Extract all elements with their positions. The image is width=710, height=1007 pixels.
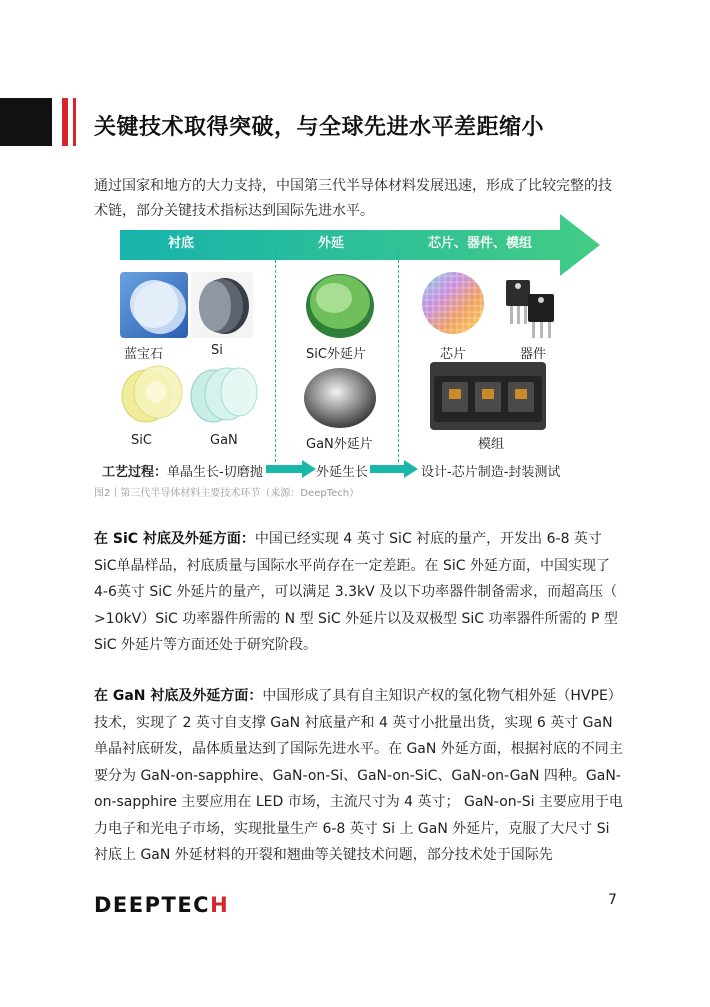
paragraph-gan-text: 中国形成了具有自主知识产权的氢化物气相外延（HVPE）技术，实现了 2 英寸自支撑 GaN 衬底量产和 4 英寸小批量出货，实现 6 英寸 GaN 单晶衬底研发，晶体质量达到了国际先进水平。在 GaN 外延方面，根据衬底的不同主要分为 GaN-on-sapphire、GaN-on-Si、GaN-on-SiC、GaN-on-GaN 四种。GaN-on-sapphire 主要应用在 LED 市场，主流尺寸为 4 英寸； GaN-on-Si 主要应用于电力电子和光电子市场，实现批量生产 6-8 英寸 Si 上 GaN 外延片，克服了大尺寸 Si 衬底上 GaN 外延材料的开裂和翘曲等关键技术问题，部分技术处于国际先 xyxy=(94,688,623,863)
stage-substrate: 衬底 xyxy=(168,236,195,251)
module-image xyxy=(430,362,546,430)
paragraph-sic-lead: 在 SiC 衬底及外延方面： xyxy=(94,531,255,547)
sapphire-wafer-image xyxy=(120,272,188,338)
caption-module: 模组 xyxy=(478,437,505,452)
caption-si: Si xyxy=(211,343,223,358)
device-transistor-image xyxy=(492,276,562,342)
header-red-bar xyxy=(62,98,68,146)
header-black-block xyxy=(0,98,52,146)
divider-substrate-epitaxy xyxy=(275,250,276,462)
caption-sapphire: 蓝宝石 xyxy=(124,347,164,362)
process-arrow-1 xyxy=(266,460,316,478)
gan-epitaxial-wafer-image xyxy=(300,362,380,430)
gan-wafer-image xyxy=(189,362,259,426)
paragraph-sic-text: 中国已经实现 4 英寸 SiC 衬底的量产，开发出 6-8 英寸 SiC单晶样品，衬底质量与国际水平尚存在一定差距。在 SiC 外延方面，中国实现了 4-6英寸 SiC 外延片的量产，可以满足 3.3kV 及以下功率器件制备需求，而超高压（ >10kV）SiC 功率器件所需的 N 型 SiC 外延片以及双极型 SiC 功率器件所需的 P 型 SiC 外延片等方面还处于研究阶段。 xyxy=(94,531,618,653)
chip-wafer-image xyxy=(415,270,493,336)
process-row xyxy=(102,461,263,480)
process-arrow-2 xyxy=(370,460,418,478)
caption-sic: SiC xyxy=(131,433,152,448)
caption-gan-epi: GaN外延片 xyxy=(306,437,373,452)
header-red-bar-thin xyxy=(73,98,76,146)
paragraph-sic xyxy=(94,526,624,659)
stage-epitaxy: 外延 xyxy=(318,236,345,251)
si-wafer-image xyxy=(191,272,253,338)
figure-caption: 图2丨第三代半导体材料主要技术环节（来源：DeepTech） xyxy=(94,488,360,499)
process-step-3: 设计-芯片制造-封装测试 xyxy=(421,465,561,480)
intro-paragraph: 通过国家和地方的大力支持，中国第三代半导体材料发展迅速，形成了比较完整的技术链，部分关键技术指标达到国际先进水平。 xyxy=(94,178,612,219)
paragraph-gan xyxy=(94,683,624,869)
section-title: 关键技术取得突破，与全球先进水平差距缩小 xyxy=(94,115,545,140)
process-label: 工艺过程： xyxy=(102,465,168,480)
caption-chip: 芯片 xyxy=(440,347,467,362)
process-step-2: 外延生长 xyxy=(316,465,369,480)
stage-chip-device-module: 芯片、器件、模组 xyxy=(428,236,533,251)
page-number: 7 xyxy=(608,892,617,908)
deeptech-logo: DEEPTECH xyxy=(94,893,230,917)
sic-epitaxial-wafer-image xyxy=(300,268,380,340)
caption-sic-epi: SiC外延片 xyxy=(306,347,366,362)
sic-wafer-image xyxy=(118,362,186,426)
caption-device: 器件 xyxy=(520,347,547,362)
divider-epitaxy-chip xyxy=(398,250,399,462)
paragraph-gan-lead: 在 GaN 衬底及外延方面： xyxy=(94,688,263,704)
caption-gan: GaN xyxy=(210,433,238,448)
process-step-1: 单晶生长-切磨抛 xyxy=(167,465,263,480)
